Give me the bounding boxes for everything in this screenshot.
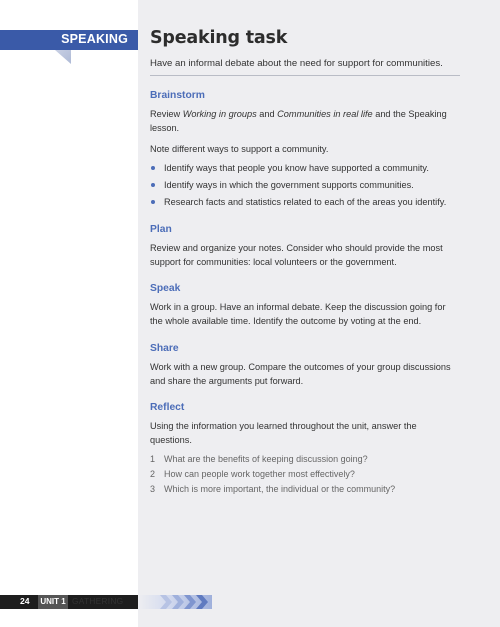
unit-badge: UNIT 1 bbox=[38, 595, 68, 609]
chevron-right-icon bbox=[196, 595, 208, 609]
section-tab-label: SPEAKING bbox=[61, 32, 128, 46]
unit-title: GATHERING bbox=[72, 596, 124, 606]
heading-plan: Plan bbox=[150, 223, 172, 235]
bullet-icon bbox=[151, 183, 155, 187]
heading-speak: Speak bbox=[150, 283, 181, 294]
question-item: 1 What are the benefits of keeping discussion going? bbox=[150, 453, 368, 464]
share-text: Work with a new group. Compare the outcomes of your group discussions and share the arguments put forward. bbox=[150, 361, 451, 386]
section-tab-bar bbox=[0, 30, 138, 50]
bullet-icon bbox=[151, 200, 155, 204]
section-tab bbox=[0, 30, 138, 50]
speak-text: Work in a group. Have an informal debate. Keep the discussion going for the whole available time. Identify the outcome by voting at the end. bbox=[150, 302, 446, 327]
brainstorm-list bbox=[150, 161, 460, 210]
list-item: Identify ways in which the government supports communities. bbox=[150, 178, 460, 192]
chevron-right-icon bbox=[184, 595, 196, 609]
heading-share: Share bbox=[150, 342, 179, 354]
page-title: Speaking task bbox=[150, 28, 288, 48]
question-item: 3 Which is more important, the individual or the community? bbox=[150, 484, 396, 495]
divider bbox=[150, 75, 460, 76]
main-content bbox=[150, 28, 460, 499]
question-item: 2 How can people work together most effectively? bbox=[150, 468, 355, 479]
heading-reflect: Reflect bbox=[150, 402, 185, 413]
plan-text: Review and organize your notes. Consider who should provide the most support for communities: local volunteers or the government. bbox=[150, 242, 443, 267]
tab-fold-decoration bbox=[55, 50, 71, 64]
chevron-right-icon bbox=[172, 595, 184, 609]
page-footer bbox=[0, 595, 260, 609]
heading-brainstorm: Brainstorm bbox=[150, 90, 205, 101]
brainstorm-note: Note different ways to support a community. bbox=[150, 143, 329, 154]
chevron-right-icon bbox=[160, 595, 172, 609]
list-item: Identify ways that people you know have supported a community. bbox=[150, 161, 460, 175]
page-number: 24 bbox=[20, 596, 30, 606]
page-subtitle: Have an informal debate about the need for support for communities. bbox=[150, 58, 443, 69]
list-item: Research facts and statistics related to each of the areas you identify. bbox=[150, 195, 460, 209]
brainstorm-intro: Review Working in groups and Communities in real life and the Speaking lesson. bbox=[150, 109, 447, 134]
reflect-questions bbox=[150, 453, 460, 498]
bullet-icon bbox=[151, 166, 155, 170]
reflect-text: Using the information you learned throughout the unit, answer the questions. bbox=[150, 421, 417, 446]
